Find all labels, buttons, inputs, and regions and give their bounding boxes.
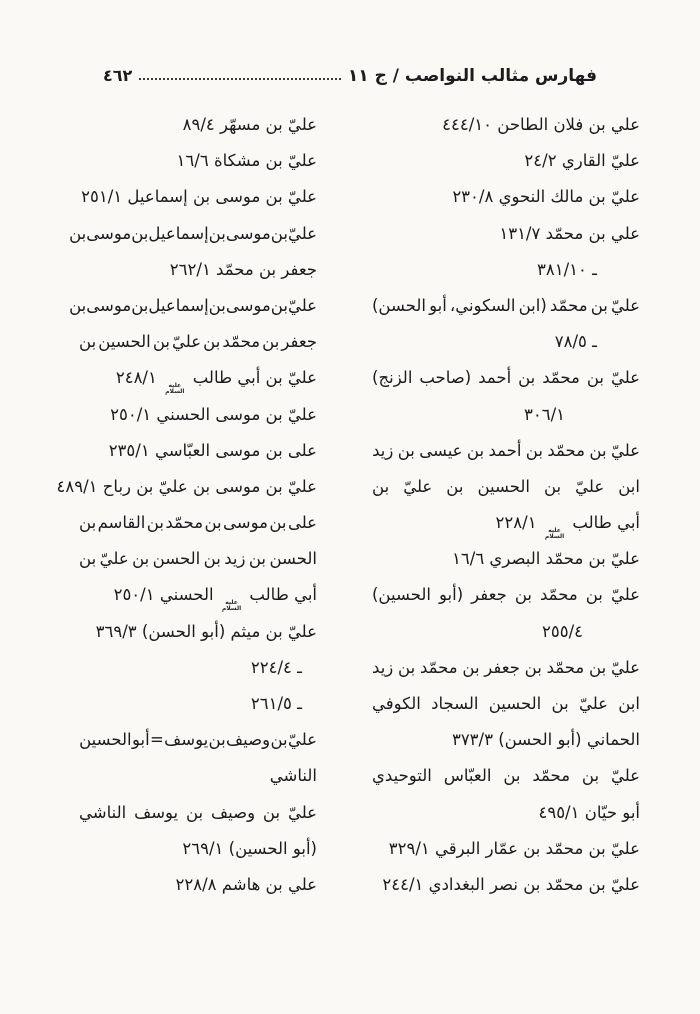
- index-entry-line: عليّ بن موسى بن إسماعيل بن موسى بن: [69, 223, 317, 243]
- running-head: [103, 56, 597, 86]
- index-entry-line: عليّ بن محمّد (ابن السكوني، أبو الحسن): [372, 295, 640, 315]
- index-entry-line: عليّ بن محمّد بن العبّاس التوحيدي: [372, 766, 640, 786]
- index-entry-line: عليّ بن موسى بن إسماعيل ٢٥١/١: [81, 187, 317, 207]
- index-entry-line: الحسن بن زيد بن الحسن بن عليّ بن: [79, 549, 317, 569]
- index-entry-line: عليّ بن محمّد بن عمّار البرقي ٣٢٩/١: [388, 838, 640, 858]
- index-entry-line: عليّ بن محمّد بن جعفر بن محمّد بن زيد: [372, 657, 640, 677]
- index-entry-line: عليّ بن مشكاة ١٦/٦: [176, 151, 317, 171]
- right-column: [372, 107, 640, 903]
- index-entry-line: عليّ بن محمّد بن جعفر (أبو الحسين): [372, 585, 640, 605]
- alayhis-salam-symbol: عليه السلام: [221, 599, 242, 612]
- index-entry-line: عليّ بن محمّد بن أحمد بن عيسى بن زيد: [372, 440, 640, 460]
- index-entry-line: أبي طالب عليه السلام الحسني ٢٥٠/١: [113, 585, 317, 612]
- index-entry-line: على بن موسى بن محمّد بن القاسم بن: [79, 513, 317, 533]
- index-entry-line: ٣٠٦/١: [523, 404, 565, 424]
- index-entry-line: عليّ بن أبي طالب عليه السلام ٢٤٨/١: [115, 368, 317, 395]
- book-title: فهارس مثالب النواصب / ج ١١: [347, 66, 597, 86]
- index-entry-line: عليّ بن محمّد بن أحمد (صاحب الزنج): [372, 368, 640, 388]
- index-entry-line: ابن عليّ بن الحسين بن عليّ بن: [372, 476, 640, 496]
- index-entry-line: الناشي: [269, 766, 317, 786]
- left-column: [56, 107, 317, 903]
- index-entry-line: عليّ بن موسى الحسني ٢٥٠/١: [110, 404, 317, 424]
- index-entry-line: ابن عليّ بن الحسين السجاد الكوفي: [372, 694, 640, 713]
- dotted-leader: [139, 78, 341, 80]
- alayhis-salam-symbol: عليه السلام: [544, 527, 565, 540]
- index-entry-line: عليّ بن ميثم (أبو الحسن) ٣٦٩/٣: [95, 621, 317, 641]
- index-entry-line: الحماني (أبو الحسن) ٣٧٣/٣: [451, 730, 640, 750]
- index-entry-line: جعفر بن محمّد بن عليّ بن الحسين بن: [79, 332, 317, 352]
- index-entry-line: جعفر بن محمّد ٢٦٢/١: [169, 259, 317, 279]
- index-entry-line: علي بن هاشم ٢٢٨/٨: [175, 874, 317, 894]
- index-entry-line: ـ ٢٦١/٥: [250, 694, 302, 713]
- index-entry-line: علي بن محمّد ١٣١/٧: [499, 223, 640, 243]
- index-entry-line: ٢٥٥/٤: [541, 621, 583, 641]
- index-entry-line: عليّ بن وصيف بن يوسف = أبو الحسين: [79, 730, 317, 750]
- index-entry-line: (أبو الحسين) ٢٦٩/١: [182, 838, 317, 858]
- index-entry-line: علي بن فلان الطاحن ٤٤٤/١٠: [442, 115, 640, 134]
- index-entry-line: على بن موسى العبّاسي ٢٣٥/١: [108, 440, 317, 460]
- index-entry-line: أبو حيّان ٤٩٥/١: [538, 802, 640, 822]
- index-entry-line: ـ ٢٢٤/٤: [250, 657, 302, 677]
- index-entry-line: عليّ بن موسى بن عليّ بن رباح ٤٨٩/١: [56, 476, 317, 496]
- index-entry-line: عليّ بن مالك النحوي ٢٣٠/٨: [452, 187, 640, 207]
- alayhis-salam-symbol: عليه السلام: [165, 382, 185, 395]
- index-entry-line: عليّ بن محمّد البصري ١٦/٦: [452, 549, 640, 569]
- index-entry-line: عليّ القاري ٢٤/٢: [524, 151, 640, 171]
- index-entry-line: أبي طالب عليه السلام ٢٢٨/١: [495, 513, 640, 540]
- index-entry-line: عليّ بن وصيف بن يوسف الناشي: [79, 802, 317, 822]
- index-entry-line: عليّ بن محمّد بن نصر البغدادي ٢٤٤/١: [382, 874, 640, 894]
- index-entry-line: ـ ٣٨١/١٠: [537, 259, 597, 279]
- index-entry-line: عليّ بن مسهّر ٨٩/٤: [182, 115, 317, 134]
- index-entry-line: ـ ٧٨/٥: [554, 332, 597, 352]
- page-number: ٤٦٢: [103, 66, 133, 85]
- index-entry-line: عليّ بن موسى بن إسماعيل بن موسى بن: [69, 295, 317, 315]
